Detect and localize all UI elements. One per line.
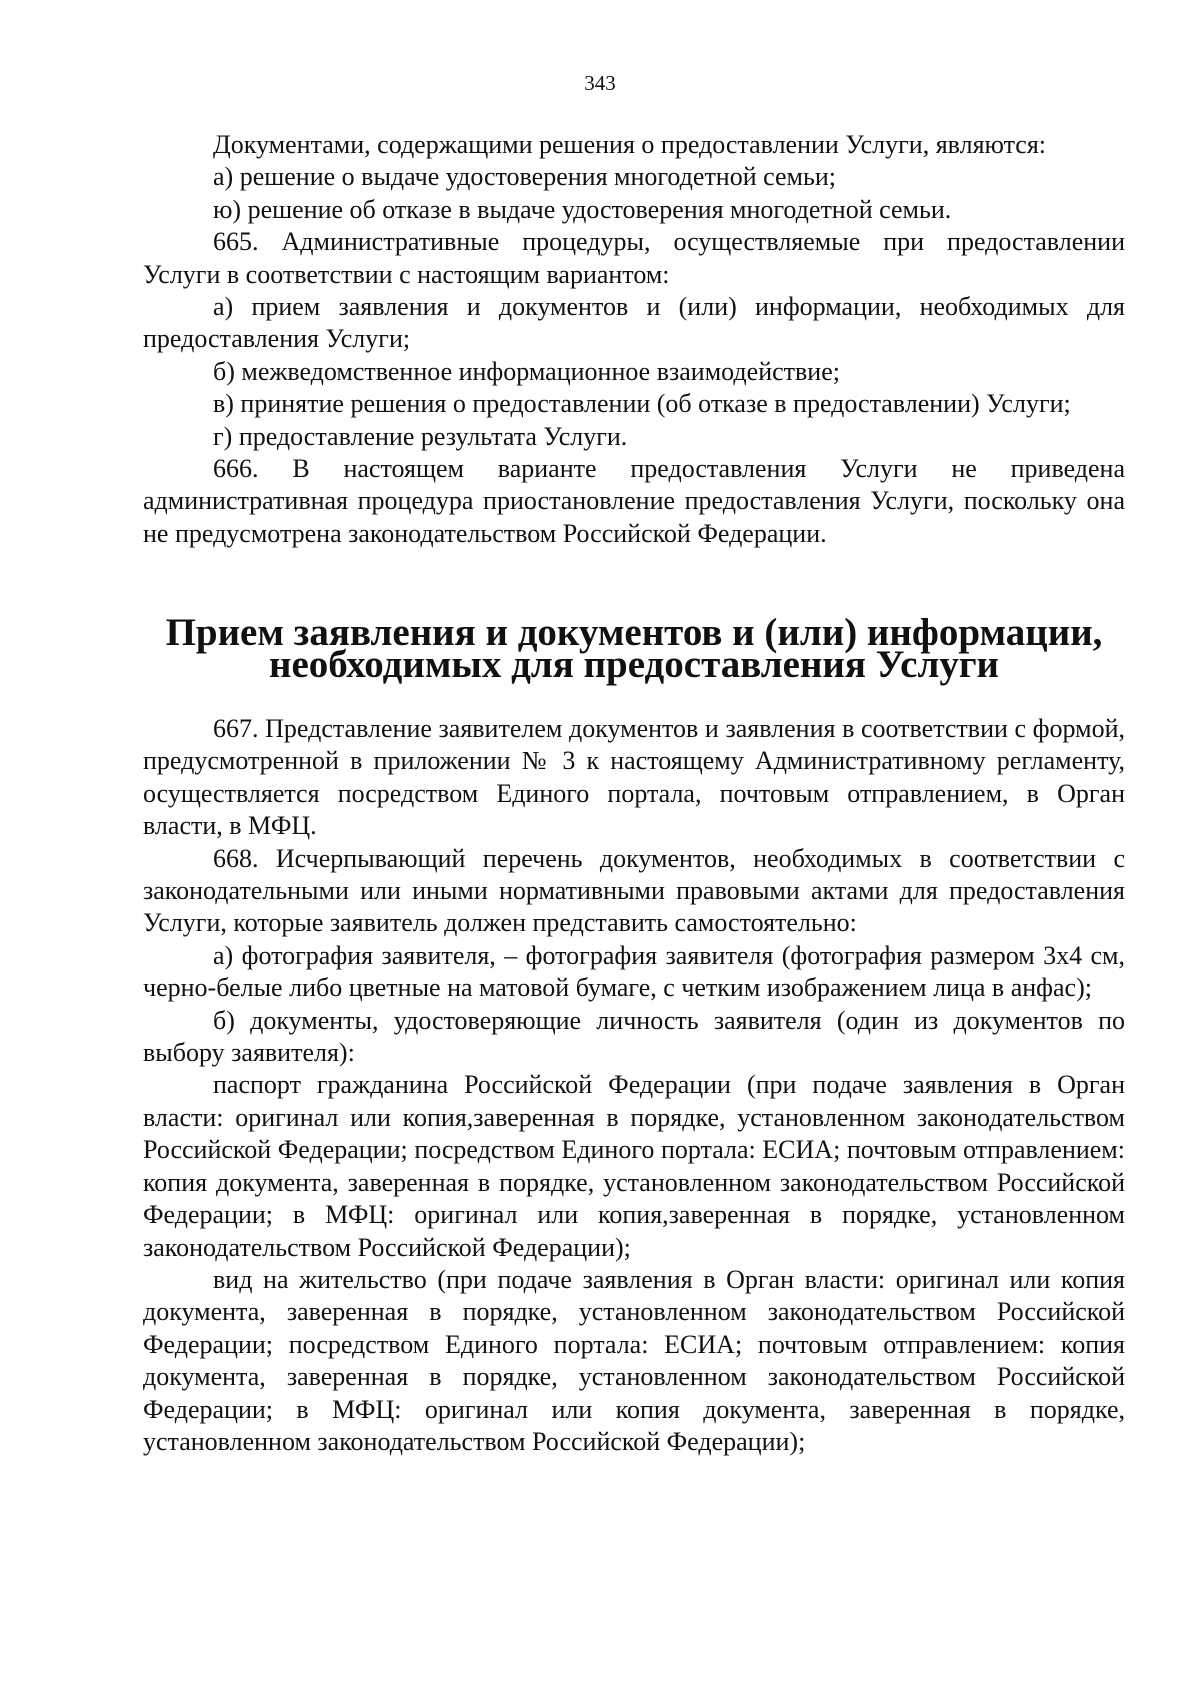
list-item-procedure-a: а) прием заявления и документов и (или) информации, необходимых для предоставления Услуги; [143, 292, 1125, 354]
paragraph-665: 665. Административные процедуры, осуществляемые при предоставлении Услуги в соответствии с настоящим вариантом: [143, 227, 1125, 289]
section-procedures [143, 129, 1125, 550]
paragraph-residence-permit: вид на жительство (при подаче заявления в Орган власти: оригинал или копия документа, заверенная в порядке, установленном законодательством Российской Федерации; посредством Единого портала: ЕСИА; почтовым отправлением: копия документа, заверенная в порядке, установленном законодательством Российской Федерации; в МФЦ: оригинал или копия документа, заверенная в порядке, установленном законодательством Российской Федерации); [143, 1264, 1125, 1456]
section-application-intake [143, 713, 1125, 1458]
list-item-decision-refusal: ю) решение об отказе в выдаче удостоверения многодетной семьи. [213, 194, 952, 224]
paragraph-668: 668. Исчерпывающий перечень документов, необходимых в соответствии с законодательными или иными нормативными правовыми актами для предоставления Услуги, которые заявитель должен представить самостоятельно: [143, 843, 1125, 938]
list-item-photo: а) фотография заявителя, – фотография заявителя (фотография размером 3х4 см, черно-белые либо цветные на матовой бумаге, с четким изображением лица в анфас); [143, 940, 1125, 1003]
list-item-decision-issue: а) решение о выдаче удостоверения многодетной семьи; [213, 162, 836, 192]
paragraph-666: 666. В настоящем варианте предоставления Услуги не приведена административная процедура приостановление предоставления Услуги, поскольку она не предусмотрена законодательством Российской Федерации. [143, 454, 1125, 548]
paragraph-667: 667. Представление заявителем документов и заявления в соответствии с формой, предусмотренной в приложении № 3 к настоящему Административному регламенту, осуществляется посредством Единого портала, почтовым отправлением, в Орган власти, в МФЦ. [143, 714, 1125, 841]
list-item-procedure-g: г) предоставление результата Услуги. [213, 421, 628, 451]
list-item-procedure-b: б) межведомственное информационное взаимодействие; [213, 356, 840, 386]
list-item-procedure-v: в) принятие решения о предоставлении (об отказе в предоставлении) Услуги; [213, 389, 1071, 419]
page-number: 343 [584, 71, 616, 95]
list-item-identity-documents: б) документы, удостоверяющие личность заявителя (один из документов по выбору заявителя): [143, 1005, 1125, 1068]
section-heading: Прием заявления и документов и (или) информации, необходимых для предоставления Услуги [165, 611, 1103, 687]
paragraph-results-intro: Документами, содержащими решения о предоставлении Услуги, являются: [213, 130, 1047, 159]
paragraph-passport: паспорт гражданина Российской Федерации (при подаче заявления в Орган власти: оригинал или копия,заверенная в порядке, установленном законодательством Российской Федерации; посредством Единого портала: ЕСИА; почтовым отправлением: копия документа, заверенная в порядке, установленном законодательством Российской Федерации; в МФЦ: оригинал или копия,заверенная в порядке, установленном законодательством Российской Федерации); [143, 1070, 1125, 1262]
